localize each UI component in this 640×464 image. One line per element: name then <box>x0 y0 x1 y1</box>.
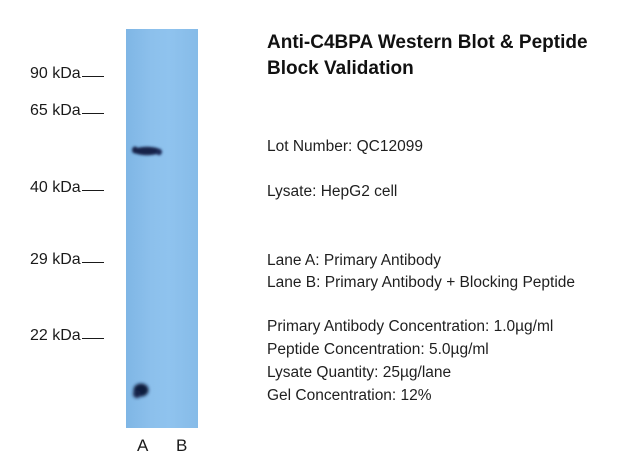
marker-tick <box>82 113 104 114</box>
marker-29kda <box>30 251 104 269</box>
lane-a-description: Lane A: Primary Antibody <box>267 252 442 269</box>
gel-concentration: Gel Concentration: 12% <box>267 387 432 404</box>
lot-number: Lot Number: QC12099 <box>267 138 423 155</box>
blot-membrane <box>126 29 198 428</box>
marker-label: 90 kDa <box>30 65 81 82</box>
page-title: Anti-C4BPA Western Blot & Peptide Block Validation <box>267 32 588 79</box>
lane-label-a: A <box>137 436 149 455</box>
marker-tick <box>82 190 104 191</box>
marker-tick <box>82 76 104 77</box>
marker-label: 29 kDa <box>30 251 81 268</box>
lane-label-b: B <box>176 436 188 455</box>
marker-40kda <box>30 179 104 197</box>
marker-22kda <box>30 327 104 345</box>
marker-label: 40 kDa <box>30 179 81 196</box>
peptide-concentration: Peptide Concentration: 5.0µg/ml <box>267 341 489 358</box>
marker-label: 22 kDa <box>30 327 81 344</box>
lysate-quantity: Lysate Quantity: 25µg/lane <box>267 364 452 381</box>
band-lane-a-main <box>132 147 162 156</box>
marker-label: 65 kDa <box>30 102 81 119</box>
blot-image <box>126 29 198 428</box>
band-lane-a-low <box>133 384 149 399</box>
marker-90kda <box>30 65 104 83</box>
marker-65kda <box>30 102 104 120</box>
lane-b-description: Lane B: Primary Antibody + Blocking Peptide <box>267 274 576 291</box>
marker-tick <box>82 338 104 339</box>
primary-antibody-concentration: Primary Antibody Concentration: 1.0µg/ml <box>267 318 554 335</box>
marker-tick <box>82 262 104 263</box>
lysate: Lysate: HepG2 cell <box>267 183 398 200</box>
